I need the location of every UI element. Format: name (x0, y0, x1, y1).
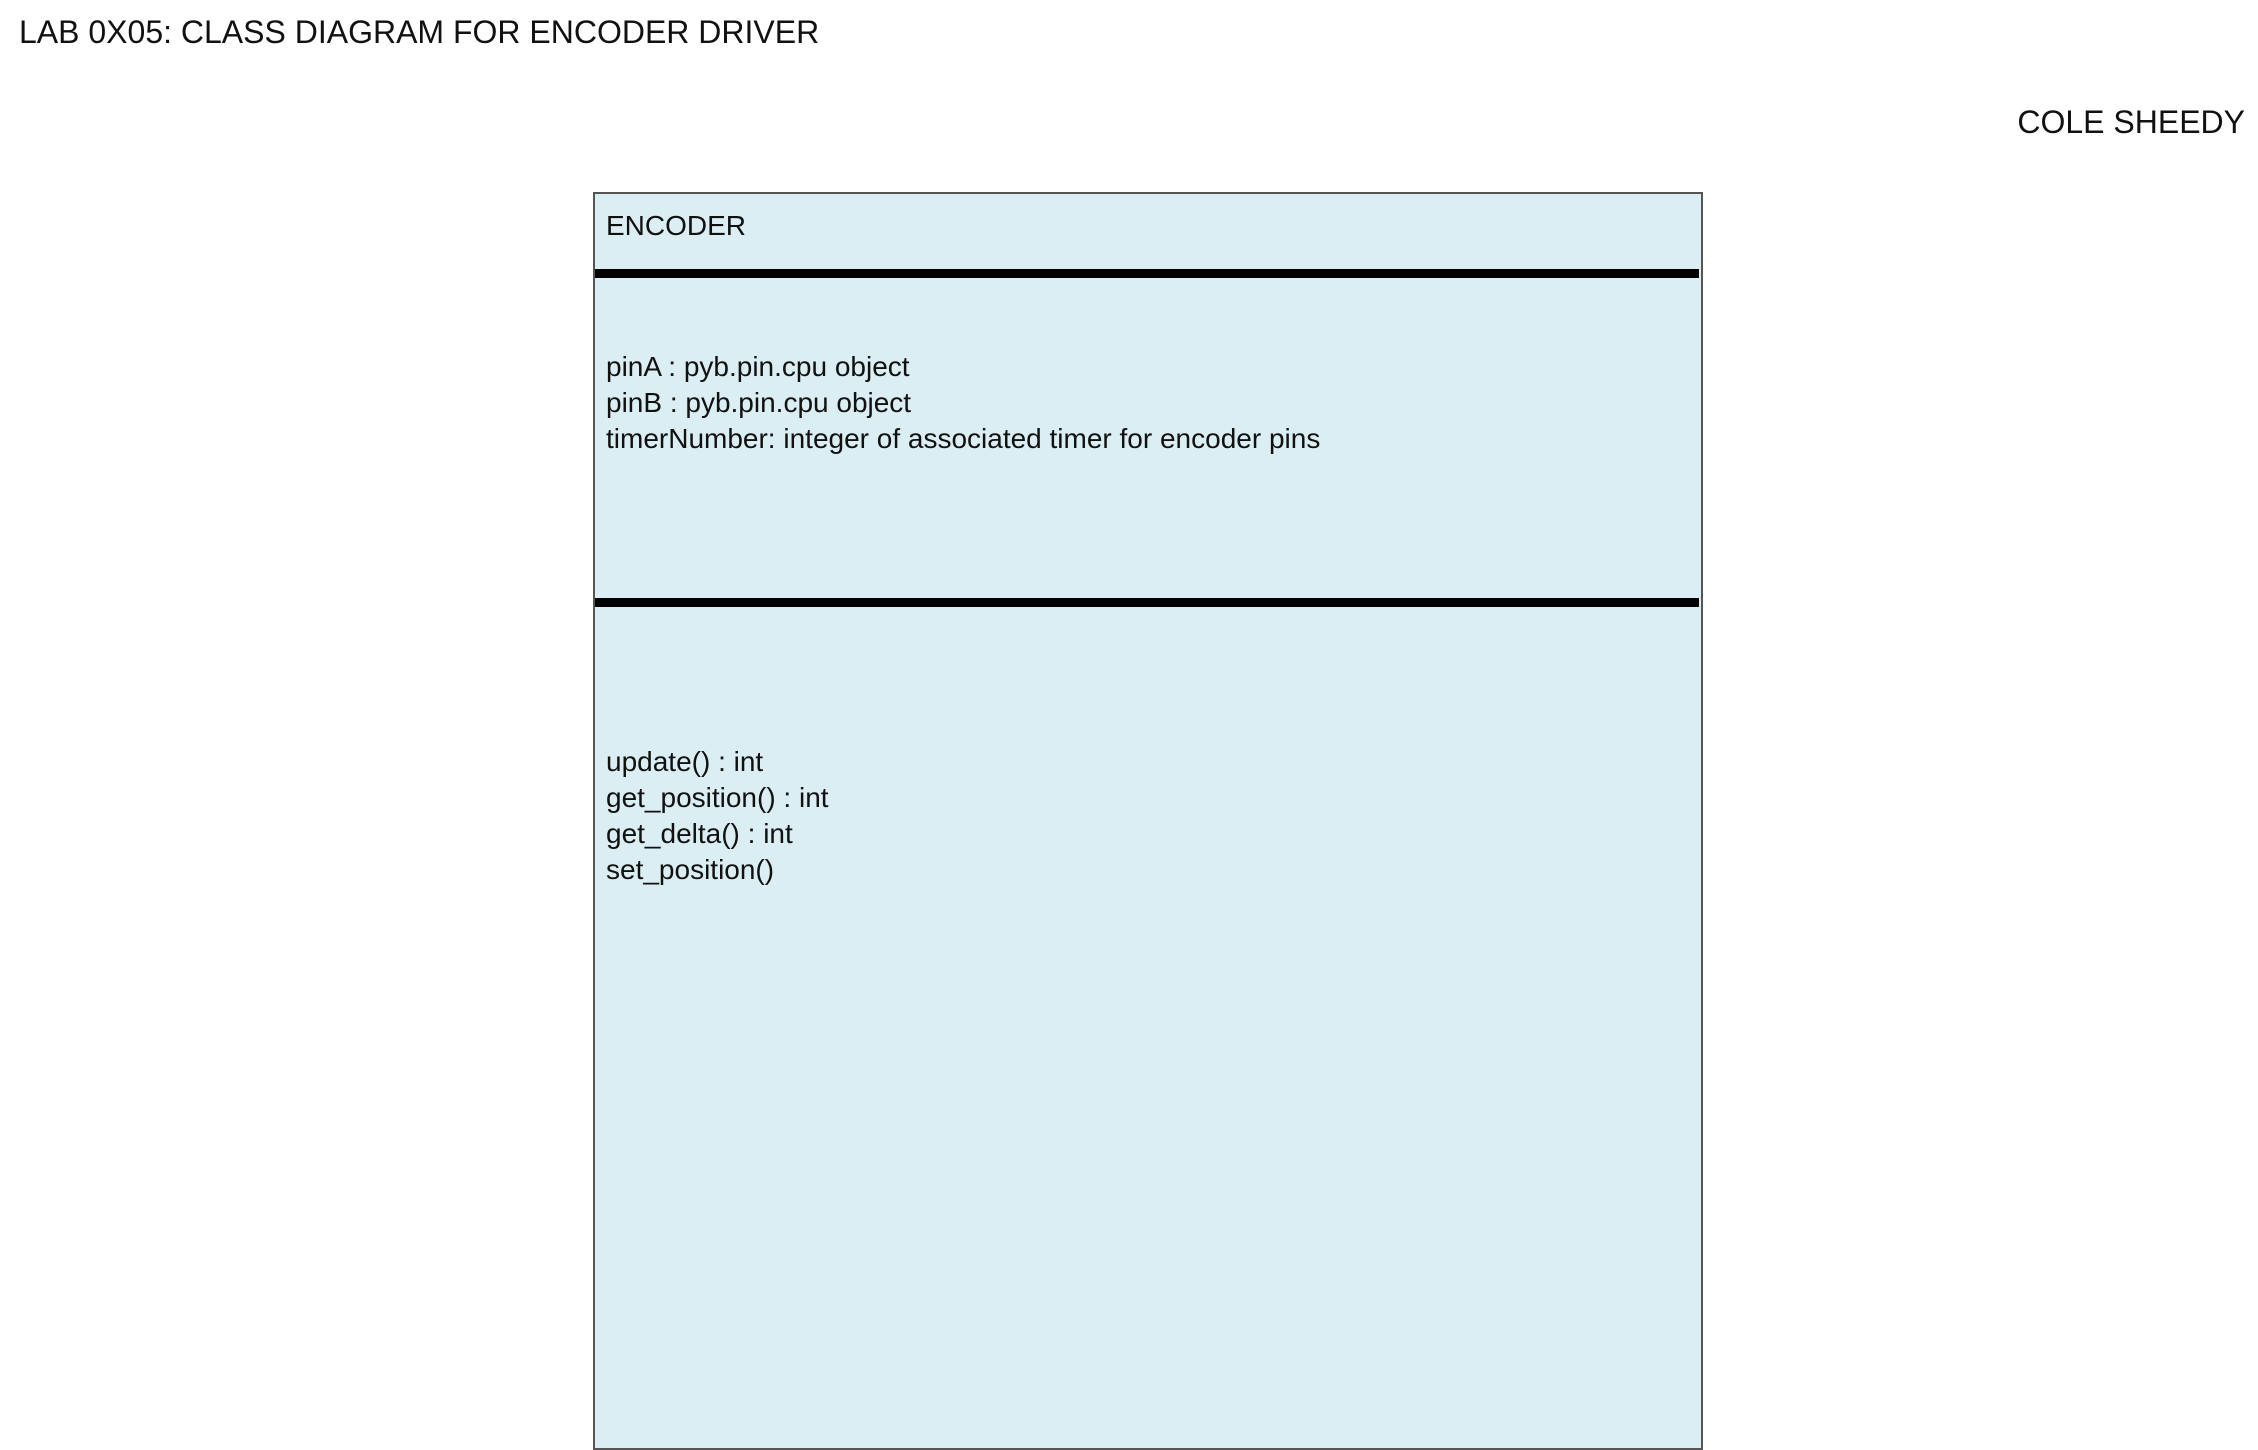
operation-item: get_delta() : int (606, 818, 793, 849)
name-attributes-divider (595, 269, 1699, 278)
attribute-item: pinA : pyb.pin.cpu object (606, 351, 910, 382)
encoder-class-box (593, 192, 1703, 1450)
operation-item: get_position() : int (606, 782, 829, 813)
class-name: ENCODER (606, 210, 747, 241)
attribute-list (606, 349, 1320, 457)
attributes-operations-divider (595, 598, 1699, 607)
page-title: LAB 0X05: CLASS DIAGRAM FOR ENCODER DRIVER (19, 14, 820, 50)
author-name: COLE SHEEDY (2017, 104, 2245, 140)
attribute-item: pinB : pyb.pin.cpu object (606, 387, 912, 418)
operation-item: set_position() (606, 854, 775, 885)
operation-item: update() : int (606, 746, 764, 777)
attribute-item: timerNumber: integer of associated timer for encoder pins (606, 423, 1321, 454)
operation-list (606, 744, 829, 888)
